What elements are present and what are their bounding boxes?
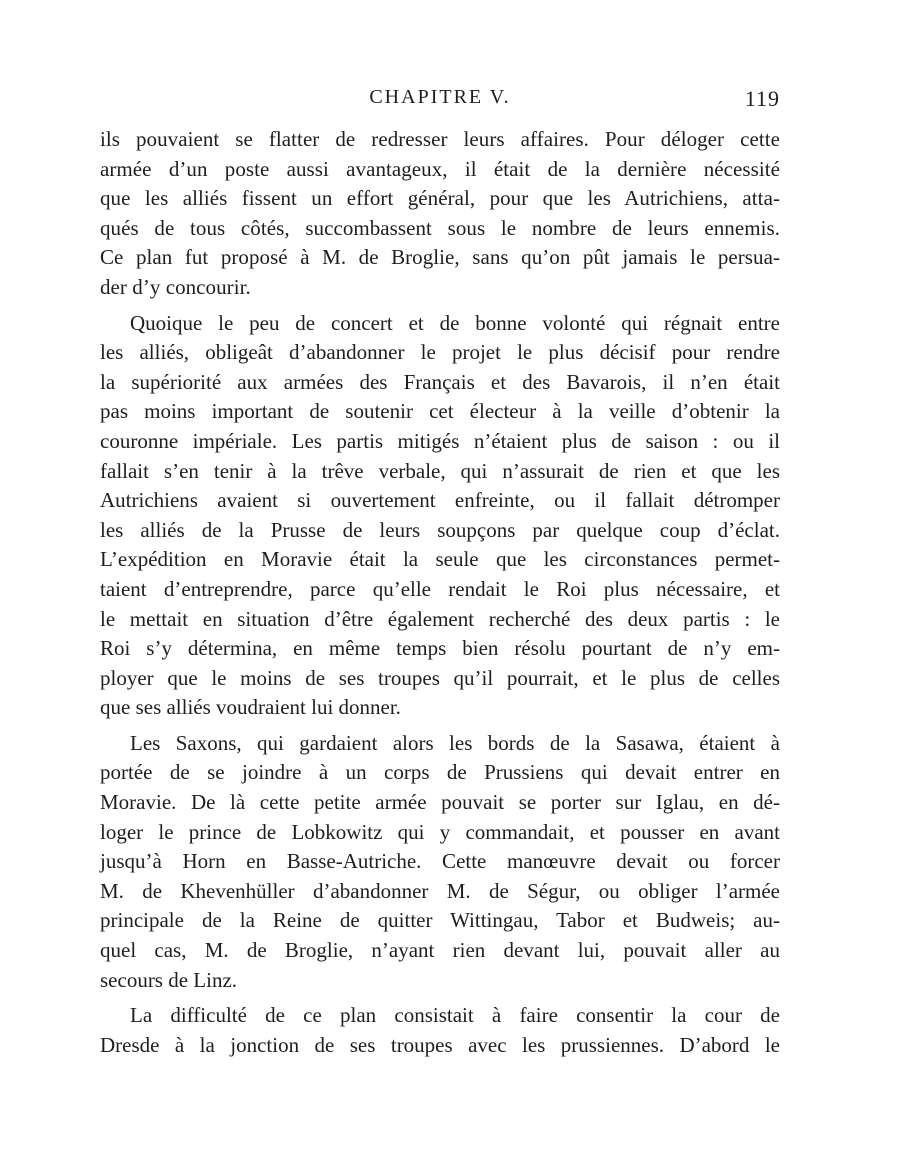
text-line: le mettait en situation d’être également recherché des deux partis : le (100, 606, 780, 631)
paragraph (100, 729, 780, 995)
text-line: Les Saxons, qui gardaient alors les bords de la Sasawa, étaient à (130, 730, 780, 755)
text-line: couronne impériale. Les partis mitigés n’étaient plus de saison : ou il (100, 428, 780, 453)
text-line: ployer que le moins de ses troupes qu’il pourrait, et le plus de celles (100, 665, 780, 690)
text-line: fallait s’en tenir à la trêve verbale, qui n’assurait de rien et que les (100, 458, 780, 483)
text-line: que les alliés fissent un effort général, pour que les Autrichiens, atta- (100, 186, 780, 211)
text-line: Ce plan fut proposé à M. de Broglie, sans qu’on pût jamais le persua- (100, 245, 780, 270)
text-line: Autrichiens avaient si ouvertement enfreinte, ou il fallait détromper (100, 488, 780, 513)
text-line: les alliés de la Prusse de leurs soupçons par quelque coup d’éclat. (100, 517, 780, 542)
text-line: pas moins important de soutenir cet électeur à la veille d’obtenir la (100, 399, 780, 424)
paragraph (100, 1001, 780, 1060)
text-line: armée d’un poste aussi avantageux, il était de la dernière nécessité (100, 156, 780, 181)
running-head (100, 84, 780, 114)
text-line: Quoique le peu de concert et de bonne volonté qui régnait entre (130, 310, 780, 335)
text-line: Moravie. De là cette petite armée pouvait se porter sur Iglau, en dé- (100, 790, 780, 815)
text-line: que ses alliés voudraient lui donner. (100, 695, 401, 720)
body-text (100, 125, 780, 1060)
text-line: Roi s’y détermina, en même temps bien résolu pourtant de n’y em- (100, 636, 780, 661)
page-number: 119 (744, 86, 780, 111)
text-line: ils pouvaient se flatter de redresser leurs affaires. Pour déloger cette (100, 127, 780, 151)
text-line: la supériorité aux armées des Français et des Bavarois, il n’en était (100, 369, 780, 394)
text-line: taient d’entreprendre, parce qu’elle rendait le Roi plus nécessaire, et (100, 576, 780, 601)
text-line: Dresde à la jonction de ses troupes avec les prussiennes. D’abord le (100, 1032, 780, 1057)
text-line: loger le prince de Lobkowitz qui y commandait, et pousser en avant (100, 819, 780, 844)
text-line: quel cas, M. de Broglie, n’ayant rien devant lui, pouvait aller au (100, 938, 780, 963)
text-line: jusqu’à Horn en Basse-Autriche. Cette manœuvre devait ou forcer (100, 849, 780, 874)
text-line: La difficulté de ce plan consistait à faire consentir la cour de (130, 1003, 780, 1028)
text-line: der d’y concourir. (100, 274, 251, 299)
text-line: secours de Linz. (100, 967, 238, 992)
paragraph (100, 125, 780, 303)
text-line: portée de se joindre à un corps de Prussiens qui devait entrer en (100, 760, 780, 785)
text-line: L’expédition en Moravie était la seule que les circonstances permet- (100, 547, 780, 572)
text-line: qués de tous côtés, succombassent sous le nombre de leurs ennemis. (100, 215, 780, 240)
chapter-title: CHAPITRE V. (369, 86, 511, 108)
text-line: principale de la Reine de quitter Wittingau, Tabor et Budweis; au- (100, 908, 780, 933)
paragraph (100, 309, 780, 723)
text-line: les alliés, obligeât d’abandonner le projet le plus décisif pour rendre (100, 340, 780, 365)
text-line: M. de Khevenhüller d’abandonner M. de Ségur, ou obliger l’armée (100, 878, 780, 903)
